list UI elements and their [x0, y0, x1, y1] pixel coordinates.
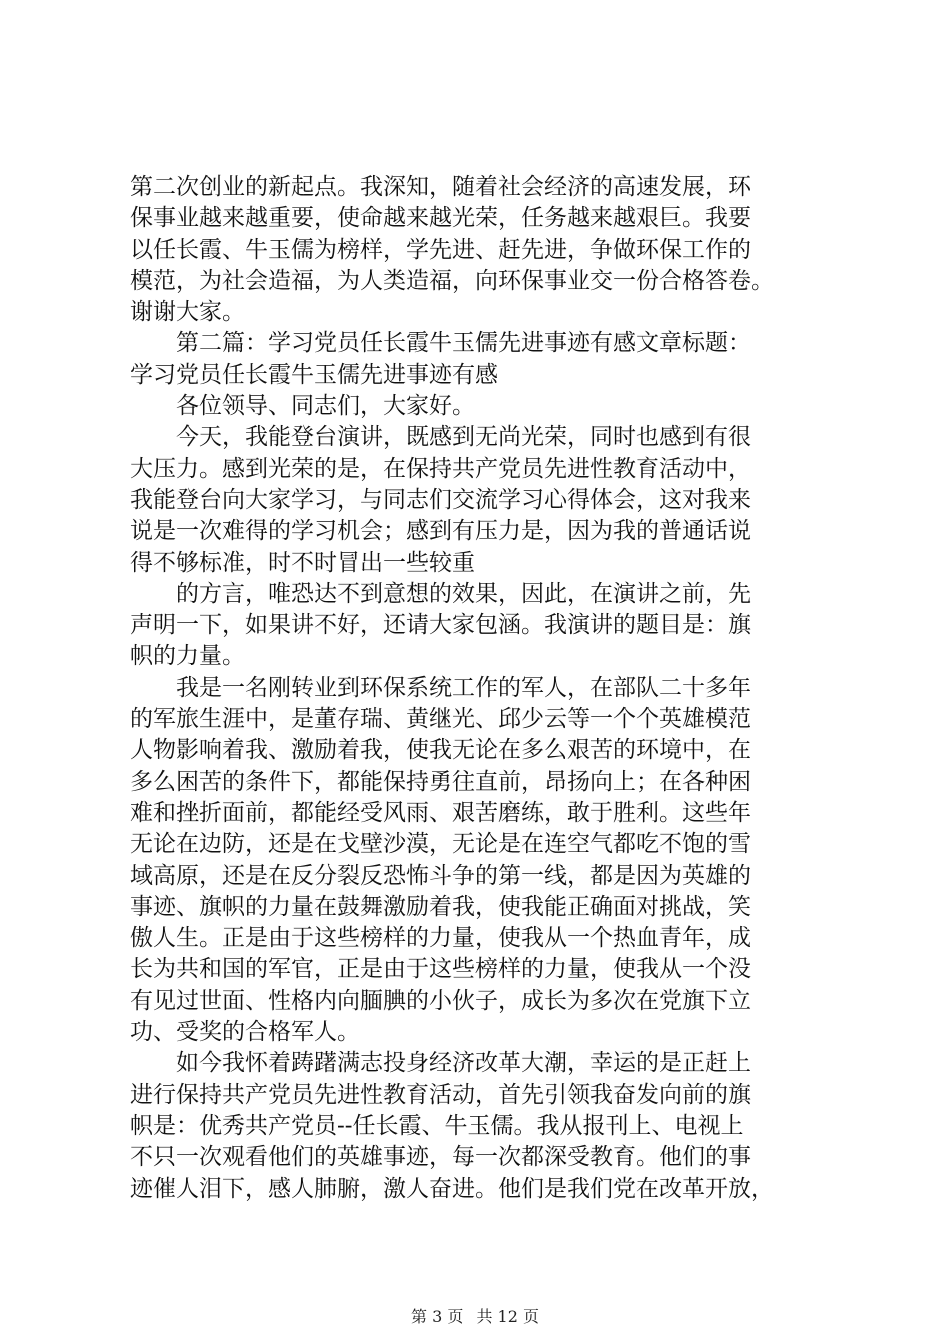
text-line: 功、受奖的合格军人。 [130, 1019, 360, 1046]
text-line: 模范，为社会造福，为人类造福，向环保事业交一份合格答卷。 [130, 267, 774, 294]
text-line: 事迹、旗帜的力量在鼓舞激励着我，使我能正确面对挑战，笑 [130, 893, 751, 920]
text-line: 声明一下，如果讲不好，还请大家包涵。我演讲的题目是：旗 [130, 612, 751, 639]
text-line: 第二次创业的新起点。我深知，随着社会经济的高速发展，环 [130, 174, 751, 200]
text-line: 的方言，唯恐达不到意想的效果，因此，在演讲之前，先 [176, 580, 751, 607]
text-line: 的军旅生涯中，是董存瑞、黄继光、邱少云等一个个英雄模范 [130, 706, 751, 733]
text-line: 今天，我能登台演讲，既感到无尚光荣，同时也感到有很 [176, 424, 751, 451]
text-line: 得不够标准，时不时冒出一些较重 [130, 549, 475, 576]
text-line: 傲人生。正是由于这些榜样的力量，使我从一个热血青年，成 [130, 925, 751, 952]
text-line: 第二篇：学习党员任长霞牛玉儒先进事迹有感文章标题： [176, 330, 751, 357]
text-line: 难和挫折面前，都能经受风雨、艰苦磨练，敢于胜利。这些年 [130, 799, 751, 826]
text-line: 各位领导、同志们，大家好。 [176, 393, 475, 420]
text-line: 多么困苦的条件下，都能保持勇往直前，昂扬向上；在各种困 [130, 768, 751, 795]
text-line: 以任长霞、牛玉儒为榜样，学先进、赶先进，争做环保工作的 [130, 236, 751, 263]
text-line: 人物影响着我、激励着我，使我无论在多么艰苦的环境中，在 [130, 737, 751, 764]
text-line: 说是一次难得的学习机会；感到有压力是，因为我的普通话说 [130, 518, 751, 545]
text-line: 长为共和国的军官，正是由于这些榜样的力量，使我从一个没 [130, 956, 751, 983]
text-line: 进行保持共产党员先进性教育活动，首先引领我奋发向前的旗 [130, 1081, 751, 1108]
text-line: 谢谢大家。 [130, 299, 245, 326]
text-line: 保事业越来越重要，使命越来越光荣，任务越来越艰巨。我要 [130, 205, 751, 232]
text-line: 如今我怀着踌躇满志投身经济改革大潮，幸运的是正赶上 [176, 1050, 751, 1077]
text-line: 帜的力量。 [130, 643, 245, 670]
text-line: 有见过世面、性格内向腼腆的小伙子，成长为多次在党旗下立 [130, 987, 751, 1014]
text-line: 迹催人泪下，感人肺腑，激人奋进。他们是我们党在改革开放， [130, 1175, 774, 1202]
text-line: 学习党员任长霞牛玉儒先进事迹有感 [130, 361, 498, 388]
text-line: 我能登台向大家学习，与同志们交流学习心得体会，这对我来 [130, 486, 751, 513]
page-total: 共 12 页 [476, 1307, 539, 1326]
text-line: 大压力。感到光荣的是，在保持共产党员先进性教育活动中， [130, 455, 751, 482]
text-line: 帜是：优秀共产党员--任长霞、牛玉儒。我从报刊上、电视上 [130, 1112, 744, 1139]
document-body [130, 172, 835, 1205]
page-footer [0, 1307, 950, 1327]
text-line: 无论在边防，还是在戈壁沙漠，无论是在连空气都吃不饱的雪 [130, 831, 751, 858]
text-line: 不只一次观看他们的英雄事迹，每一次都深受教育。他们的事 [130, 1144, 751, 1171]
text-line: 域高原，还是在反分裂反恐怖斗争的第一线，都是因为英雄的 [130, 862, 751, 889]
text-line: 我是一名刚转业到环保系统工作的军人，在部队二十多年 [176, 674, 751, 701]
page-number: 第 3 页 [411, 1307, 464, 1326]
